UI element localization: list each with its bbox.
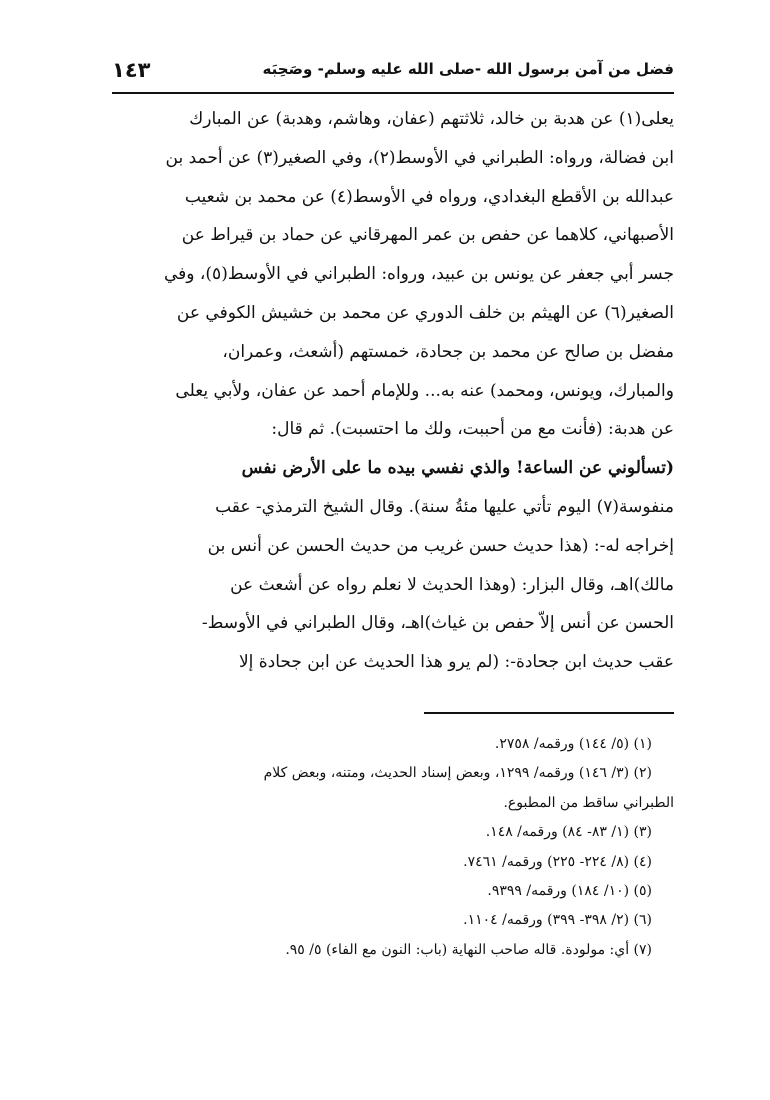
text-line: والمبارك، ويونس، ومحمد) عنه به... وللإمام أحمد عن عفان، ولأبي يعلى [175,380,674,401]
footnotes [152,730,674,965]
text-line: الحسن عن أنس إلاّ حفص بن غياث)اهـ، وقال الطبراني في الأوسط- [201,613,674,634]
text-line: مفضل بن صالح عن محمد بن جحادة، خمستهم (أشعث، وعمران، [222,341,674,362]
header-rule [112,92,674,94]
text-line: عبدالله بن الأقطع البغدادي، ورواه في الأوسط(٤) عن محمد بن شعيب [184,186,674,207]
footnote-continuation: الطبراني ساقط من المطبوع. [503,794,674,811]
hadith-text-line: (تسألوني عن الساعة! والذي نفسي بيده ما على الأرض نفس [241,458,674,479]
footnote-separator [424,712,674,714]
running-header [112,58,674,88]
footnote: (١) (٥/ ١٤٤) ورقمه/ ٢٧٥٨. [494,736,652,752]
text-line: ابن فضالة، ورواه: الطبراني في الأوسط(٢)، وفي الصغير(٣) عن أحمد بن [165,147,674,168]
text-line: عقب حديث ابن جحادة-: (لم يرو هذا الحديث عن ابن جحادة إلا [238,652,674,673]
text-line: الأصبهاني، كلاهما عن حفص بن عمر المهرقاني عن حماد بن قيراط عن [181,225,674,246]
footnote: (٥) (١٠/ ١٨٤) ورقمه/ ٩٣٩٩. [487,882,652,899]
text-line: مالك)اهـ، وقال البزار: (وهذا الحديث لا نعلم رواه عن أشعث عن [230,574,674,595]
text-line: إخراجه له-: (هذا حديث حسن غريب من حديث الحسن عن أنس بن [207,535,674,556]
main-text [112,100,674,682]
text-line: عن هدبة: (فأنت مع من أحببت، ولك ما احتسبت). ثم قال: [271,419,674,440]
running-title: فضل من آمن برسول الله -صلى الله عليه وسلم- وصَحِبَه [262,60,674,78]
footnote: (٧) أي: مولودة. قاله صاحب النهاية (باب: النون مع الفاء) ٥/ ٩٥. [285,941,652,958]
text-line: جسر أبي جعفر عن يونس بن عبيد، ورواه: الطبراني في الأوسط(٥)، وفي [164,264,674,285]
footnote: (٦) (٢/ ٣٩٨- ٣٩٩) ورقمه/ ١١٠٤. [463,912,652,929]
text-line: الصغير(٦) عن الهيثم بن خلف الدوري عن محمد بن خشيش الكوفي عن [176,302,674,323]
footnote: (٣) (١/ ٨٣- ٨٤) ورقمه/ ١٤٨. [485,824,652,841]
text-line: منفوسة(٧) اليوم تأتي عليها مئةُ سنة). وقال الشيخ الترمذي- عقب [215,496,674,517]
page-number: ١٤٣ [112,58,151,82]
footnote: (٢) (٣/ ١٤٦) ورقمه/ ١٢٩٩، وبعض إسناد الحديث، ومتنه، وبعض كلام [263,765,652,782]
text-line: يعلى(١) عن هدبة بن خالد، ثلاثتهم (عفان، وهاشم، وهدبة) عن المبارك [189,109,674,129]
footnote: (٤) (٨/ ٢٢٤- ٢٢٥) ورقمه/ ٧٤٦١. [463,853,652,870]
